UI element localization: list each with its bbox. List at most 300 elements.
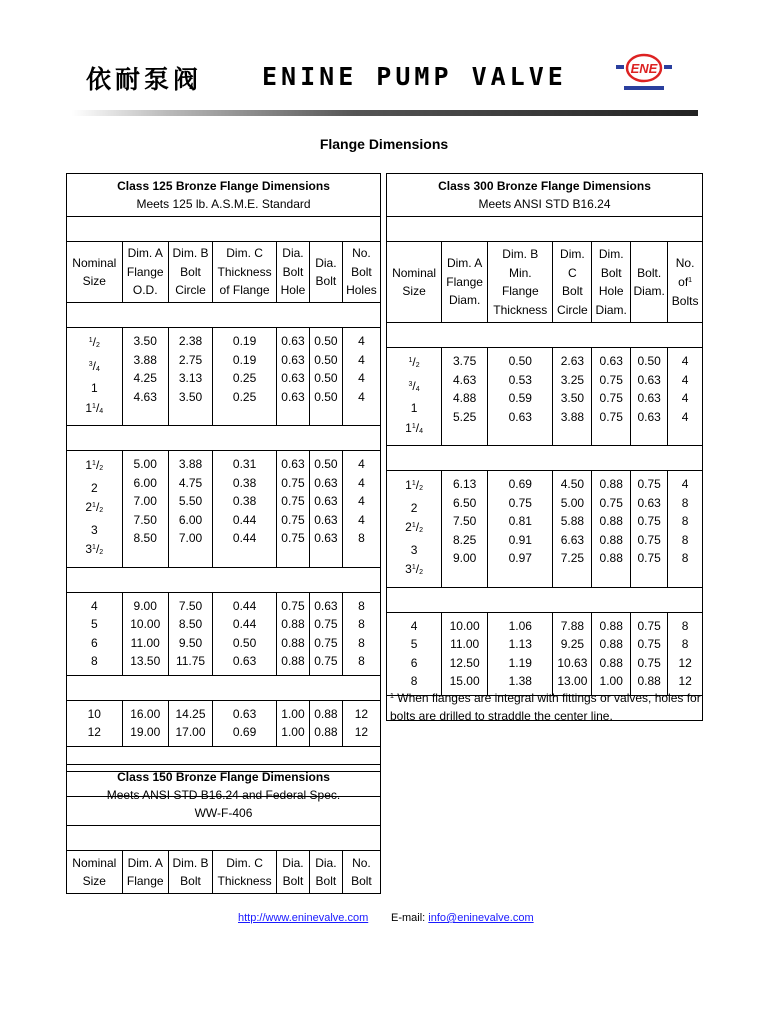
cell-value: 6.63: [560, 532, 585, 547]
header-line: Dim. C: [226, 246, 263, 261]
cell-value: 3.13: [178, 371, 203, 385]
cell-value: 17.00: [175, 725, 206, 739]
header-row: [67, 851, 381, 894]
cell-value: 0.75: [281, 598, 305, 613]
size-numerator: 1: [408, 357, 413, 364]
size-slash: /: [415, 562, 420, 576]
cell-value: 0.88: [281, 617, 305, 631]
cell-value: 0.75: [281, 494, 305, 508]
data-column: [488, 612, 553, 695]
cell-value: 0.63: [232, 654, 257, 668]
data-column: [592, 348, 631, 446]
cell-value: 3.50: [560, 391, 585, 405]
cell-value: 0.75: [637, 655, 661, 670]
column-header: [122, 851, 168, 894]
header-line: Bolt: [315, 274, 337, 288]
cell-value: 4.50: [560, 477, 585, 491]
spacer-cell: [67, 675, 381, 700]
size-whole: 6: [90, 635, 98, 650]
column-header: [342, 851, 380, 894]
class300-table: [386, 173, 703, 721]
data-column: [488, 348, 553, 446]
cell-value: 0.63: [314, 598, 338, 613]
data-group: [387, 471, 703, 588]
cell-value: 0.75: [281, 531, 305, 545]
data-group: [67, 700, 381, 746]
data-column: [122, 451, 168, 568]
column-header: [168, 242, 212, 303]
cell-value: 0.88: [637, 674, 661, 688]
cell-value: 0.50: [508, 354, 532, 368]
column-header: [168, 851, 212, 894]
data-column: [67, 328, 123, 426]
cell-value: 0.88: [314, 706, 338, 721]
header-line: Nominal: [72, 855, 117, 870]
header-line: Holes: [346, 283, 377, 298]
header-line: Dia.: [282, 855, 304, 870]
size-denominator: 2: [99, 507, 104, 514]
cell-value: 0.63: [599, 354, 623, 368]
column-header: [213, 851, 277, 894]
size-whole: 8: [410, 674, 418, 688]
data-column: [276, 592, 309, 675]
cell-value: 9.50: [178, 635, 203, 650]
header-line: Bolt: [180, 874, 201, 888]
header-line: Nominal: [72, 255, 117, 270]
size-slash: /: [95, 500, 100, 514]
column-header: [592, 242, 631, 323]
size-denominator: 4: [415, 385, 420, 393]
cell-value: 10.63: [557, 655, 588, 670]
size-whole: 5: [90, 617, 98, 631]
cell-value: 1.00: [281, 725, 305, 739]
cell-value: 10.00: [449, 618, 480, 633]
table-subtitle: Meets ANSI STD B16.24: [478, 197, 611, 211]
cell-value: 0.75: [637, 551, 661, 565]
cell-value: 4.25: [133, 371, 157, 385]
cell-value: 5.88: [560, 514, 585, 528]
size-denominator: 2: [419, 569, 423, 576]
page-title: Flange Dimensions: [319, 136, 449, 152]
size-numerator: 3: [88, 360, 93, 368]
data-column: [387, 471, 442, 588]
cell-value: 0.59: [508, 391, 532, 405]
column-header: [67, 242, 123, 303]
header-line: Dim. A: [127, 246, 163, 261]
header-line: Flange: [446, 274, 483, 289]
email-link[interactable]: info@eninevalve.com: [428, 912, 534, 924]
size-numerator: 1: [88, 337, 93, 344]
email-label: E-mail:: [391, 912, 426, 924]
cell-value: 0.88: [599, 655, 623, 670]
header-line: Min.: [508, 265, 532, 280]
cell-value: 3.50: [178, 389, 203, 404]
column-header: [122, 242, 168, 303]
cell-value: 0.44: [232, 617, 257, 631]
data-column: [276, 700, 309, 746]
size-whole: 10: [87, 706, 101, 721]
cell-value: 8: [358, 617, 365, 631]
header-line: Dia.: [315, 255, 337, 270]
cell-value: 0.75: [637, 618, 661, 633]
cell-value: 7.50: [133, 512, 157, 527]
cell-value: 6.13: [452, 477, 477, 491]
cell-value: 13.00: [557, 674, 588, 688]
cell-value: 8: [358, 598, 365, 613]
cell-value: 0.50: [637, 354, 661, 368]
column-header: [67, 851, 123, 894]
header-line: Bolt: [180, 264, 201, 279]
cell-value: 12: [354, 725, 369, 739]
cell-value: 0.88: [599, 637, 623, 651]
data-column: [488, 471, 553, 588]
data-column: [122, 592, 168, 675]
size-numerator: 1: [411, 480, 416, 487]
size-denominator: 2: [99, 465, 104, 472]
spacer-row: [67, 675, 381, 700]
data-column: [309, 592, 342, 675]
cell-value: 0.50: [314, 334, 338, 348]
header-line: Bolt: [315, 874, 337, 888]
cell-value: 0.75: [637, 514, 661, 528]
header-row: [387, 242, 703, 323]
data-column: [553, 612, 592, 695]
cell-value: 7.00: [133, 494, 157, 508]
column-header: [276, 242, 309, 303]
footnote: [390, 688, 708, 725]
cell-value: 11.75: [175, 654, 206, 668]
column-header: [309, 242, 342, 303]
cell-value: 4.75: [178, 475, 203, 490]
cell-value: 7.25: [560, 551, 585, 565]
data-group: [67, 328, 381, 426]
data-column: [309, 451, 342, 568]
cell-value: 2.75: [178, 352, 203, 367]
data-column: [592, 612, 631, 695]
data-column: [342, 451, 380, 568]
data-column: [213, 451, 277, 568]
data-column: [668, 612, 703, 695]
cell-value: 0.25: [232, 371, 257, 385]
column-header: [488, 242, 553, 323]
cell-value: 12: [354, 706, 369, 721]
cell-value: 0.75: [637, 477, 661, 491]
size-whole: 2: [410, 500, 418, 515]
caption-cell: [387, 174, 703, 217]
header-row: [67, 242, 381, 303]
header-line: Bolt: [282, 264, 304, 279]
cell-value: 4: [681, 409, 689, 424]
data-group: [387, 612, 703, 695]
spacer-row: [67, 567, 381, 592]
data-column: [387, 612, 442, 695]
column-header: [276, 851, 309, 894]
cell-value: 0.88: [599, 477, 623, 491]
cell-value: 4.63: [452, 372, 477, 387]
column-header: [213, 242, 277, 303]
size-denominator: 4: [99, 407, 104, 415]
spacer-row: [67, 303, 381, 328]
cell-value: 0.81: [508, 514, 532, 528]
header-line: Hole: [280, 283, 306, 298]
size-whole: 6: [410, 655, 418, 670]
cell-value: 0.75: [599, 409, 623, 424]
cell-value: 9.25: [560, 637, 585, 651]
cell-value: 0.63: [314, 531, 338, 545]
cell-value: 3.25: [560, 372, 585, 387]
footnote-marker: 1: [390, 693, 394, 700]
cell-value: 19.00: [130, 725, 161, 739]
header-line: Dim. B: [502, 247, 539, 261]
size-whole: 1: [90, 381, 98, 395]
class125-table: [66, 173, 381, 797]
header-line: Bolts: [671, 293, 699, 308]
caption-cell: [67, 174, 381, 217]
cell-value: 0.53: [508, 372, 532, 387]
header-line: Bolt: [600, 265, 622, 280]
cell-value: 0.19: [232, 334, 257, 348]
table-title: Class 150 Bronze Flange Dimensions: [117, 770, 330, 784]
cell-value: 0.91: [508, 532, 532, 547]
cell-value: 0.88: [314, 725, 338, 739]
data-column: [122, 328, 168, 426]
cell-value: 0.69: [508, 477, 532, 491]
size-whole: 8: [90, 654, 98, 668]
spacer-row: [67, 426, 381, 451]
data-column: [213, 700, 277, 746]
cell-value: 9.00: [452, 551, 477, 565]
size-whole: 4: [90, 598, 98, 613]
size-whole: 2: [405, 520, 412, 534]
spacer-cell: [67, 217, 381, 242]
cell-value: 8: [358, 635, 365, 650]
cell-value: 4: [681, 477, 689, 491]
data-column: [342, 700, 380, 746]
column-header: [631, 242, 668, 323]
cell-value: 8: [681, 532, 689, 547]
header-line: Flange: [126, 874, 164, 888]
size-numerator: 1: [92, 460, 96, 467]
size-denominator: 4: [95, 365, 100, 373]
cell-value: 0.88: [599, 514, 623, 528]
cell-value: 4: [358, 334, 365, 348]
size-slash: /: [415, 420, 420, 435]
cell-value: 0.75: [281, 475, 305, 490]
cell-value: 0.88: [599, 551, 623, 565]
cell-value: 1.13: [508, 637, 532, 651]
data-column: [276, 451, 309, 568]
data-column: [168, 592, 212, 675]
cell-value: 4: [358, 371, 365, 385]
size-whole: 3: [410, 542, 418, 557]
header-line: Size: [82, 874, 106, 888]
cell-value: 8: [681, 637, 689, 651]
size-numerator: 1: [92, 544, 96, 551]
cell-value: 0.63: [281, 457, 305, 471]
cell-value: 0.69: [232, 725, 257, 739]
size-slash: /: [92, 358, 96, 373]
data-group: [67, 592, 381, 675]
header-line: Size: [82, 274, 106, 288]
cell-value: 0.50: [314, 352, 338, 367]
data-column: [342, 592, 380, 675]
size-slash: /: [412, 355, 416, 369]
size-denominator: 2: [99, 549, 104, 556]
cell-value: 8: [681, 495, 689, 510]
header-line: Dia.: [315, 855, 337, 870]
cell-value: 8: [681, 551, 689, 565]
spacer-row: [387, 446, 703, 471]
size-whole: 2: [85, 500, 93, 514]
header-line: Diam.: [448, 293, 481, 308]
cell-value: 4: [358, 494, 365, 508]
cell-value: 0.75: [637, 532, 661, 547]
cell-value: 8: [681, 514, 689, 528]
header-line: Dia.: [282, 246, 304, 261]
cell-value: 0.31: [232, 457, 257, 471]
company-logo: [612, 48, 676, 96]
size-whole: 1: [85, 458, 93, 472]
cell-value: 2.63: [560, 354, 585, 368]
cell-value: 5.00: [133, 457, 157, 471]
size-whole: 4: [410, 618, 418, 633]
cell-value: 0.44: [232, 598, 257, 613]
cell-value: 0.25: [232, 389, 257, 404]
cell-value: 0.63: [281, 389, 305, 404]
size-slash: /: [415, 478, 420, 492]
data-column: [168, 451, 212, 568]
cell-value: 0.63: [281, 371, 305, 385]
cell-value: 0.63: [637, 372, 661, 387]
data-group: [387, 348, 703, 446]
data-column: [213, 328, 277, 426]
cell-value: 4: [358, 352, 365, 367]
cell-value: 0.88: [281, 635, 305, 650]
website-link[interactable]: http://www.eninevalve.com: [238, 912, 369, 924]
cell-value: 2.38: [178, 334, 203, 348]
header-line: Thickness: [217, 264, 272, 279]
cell-value: 4: [358, 475, 365, 490]
data-column: [668, 348, 703, 446]
cell-value: 12: [678, 674, 692, 688]
size-whole: 1: [405, 420, 412, 435]
size-slash: /: [95, 542, 100, 556]
header-line: Thickness: [493, 302, 548, 317]
size-whole: 3: [90, 522, 98, 537]
cell-value: 8: [358, 531, 365, 545]
size-numerator: 1: [92, 402, 96, 410]
cell-value: 7.00: [178, 531, 203, 545]
cell-value: 3.88: [178, 457, 203, 471]
header-line: of: [678, 275, 689, 290]
cell-value: 4: [358, 389, 365, 404]
cell-value: 0.63: [281, 352, 305, 367]
header-line: Dim.: [598, 247, 624, 261]
header-line: Size: [402, 284, 426, 298]
size-whole: 1: [85, 400, 93, 415]
cell-value: 0.63: [314, 494, 338, 508]
data-column: [442, 471, 488, 588]
cell-value: 0.75: [314, 617, 338, 631]
spacer-cell: [387, 587, 703, 612]
header-line: Diam.: [595, 302, 627, 317]
header-line: Thickness: [217, 874, 272, 888]
data-column: [342, 328, 380, 426]
cell-value: 13.50: [130, 654, 161, 668]
cell-value: 0.50: [314, 457, 338, 471]
table-title: Class 125 Bronze Flange Dimensions: [117, 179, 330, 193]
footer-url-wrap: [238, 912, 368, 924]
cell-value: 0.38: [232, 475, 257, 490]
cell-value: 5.00: [560, 495, 585, 510]
caption-row: [387, 174, 703, 217]
logo-text: ENE: [630, 61, 658, 76]
header-line: No.: [675, 255, 695, 270]
cell-value: 8.50: [133, 531, 157, 545]
cell-value: 0.63: [637, 409, 661, 424]
cell-value: 0.88: [599, 532, 623, 547]
cell-value: 0.63: [314, 512, 338, 527]
data-column: [67, 592, 123, 675]
header-line: Dim. B: [172, 246, 209, 261]
size-whole: 3: [405, 562, 412, 576]
table-title: Class 300 Bronze Flange Dimensions: [438, 179, 651, 193]
size-slash: /: [92, 335, 96, 349]
cell-value: 0.75: [314, 635, 338, 650]
header-line: C: [568, 265, 577, 280]
cell-value: 4: [681, 354, 689, 368]
data-column: [309, 700, 342, 746]
footer-email-wrap: [391, 912, 534, 924]
caption-row: [67, 765, 381, 826]
column-header: [387, 242, 442, 323]
size-numerator: 3: [408, 380, 413, 388]
header-line: Bolt: [351, 264, 372, 279]
header-line: Circle: [557, 302, 588, 317]
spacer-row: [67, 217, 381, 242]
cell-value: 1.00: [281, 706, 305, 721]
cell-value: 0.63: [637, 391, 661, 405]
data-column: [387, 348, 442, 446]
cell-value: 4.88: [452, 391, 477, 405]
header-line: Bolt: [562, 284, 583, 298]
data-column: [168, 700, 212, 746]
header-line: Nominal: [392, 265, 437, 280]
cell-value: 11.00: [130, 635, 160, 650]
data-column: [442, 348, 488, 446]
cell-value: 0.75: [637, 637, 661, 651]
data-column: [631, 348, 668, 446]
size-whole: 12: [87, 725, 101, 739]
header-title-english: ENINE PUMP VALVE: [262, 62, 567, 91]
cell-value: 0.63: [281, 334, 305, 348]
header-line: O.D.: [132, 283, 158, 298]
header-line: Hole: [598, 284, 624, 298]
size-denominator: 2: [419, 527, 423, 534]
caption-row: [67, 174, 381, 217]
cell-value: 7.50: [452, 514, 477, 528]
footnote-ref: 1: [688, 277, 693, 285]
data-column: [67, 451, 123, 568]
cell-value: 7.50: [178, 598, 203, 613]
cell-value: 6.50: [452, 495, 477, 510]
size-slash: /: [412, 378, 416, 393]
header-line: Flange: [501, 284, 539, 298]
size-slash: /: [415, 520, 420, 534]
cell-value: 8: [681, 618, 689, 633]
header-line: Bolt: [351, 874, 372, 888]
cell-value: 8: [358, 654, 365, 668]
